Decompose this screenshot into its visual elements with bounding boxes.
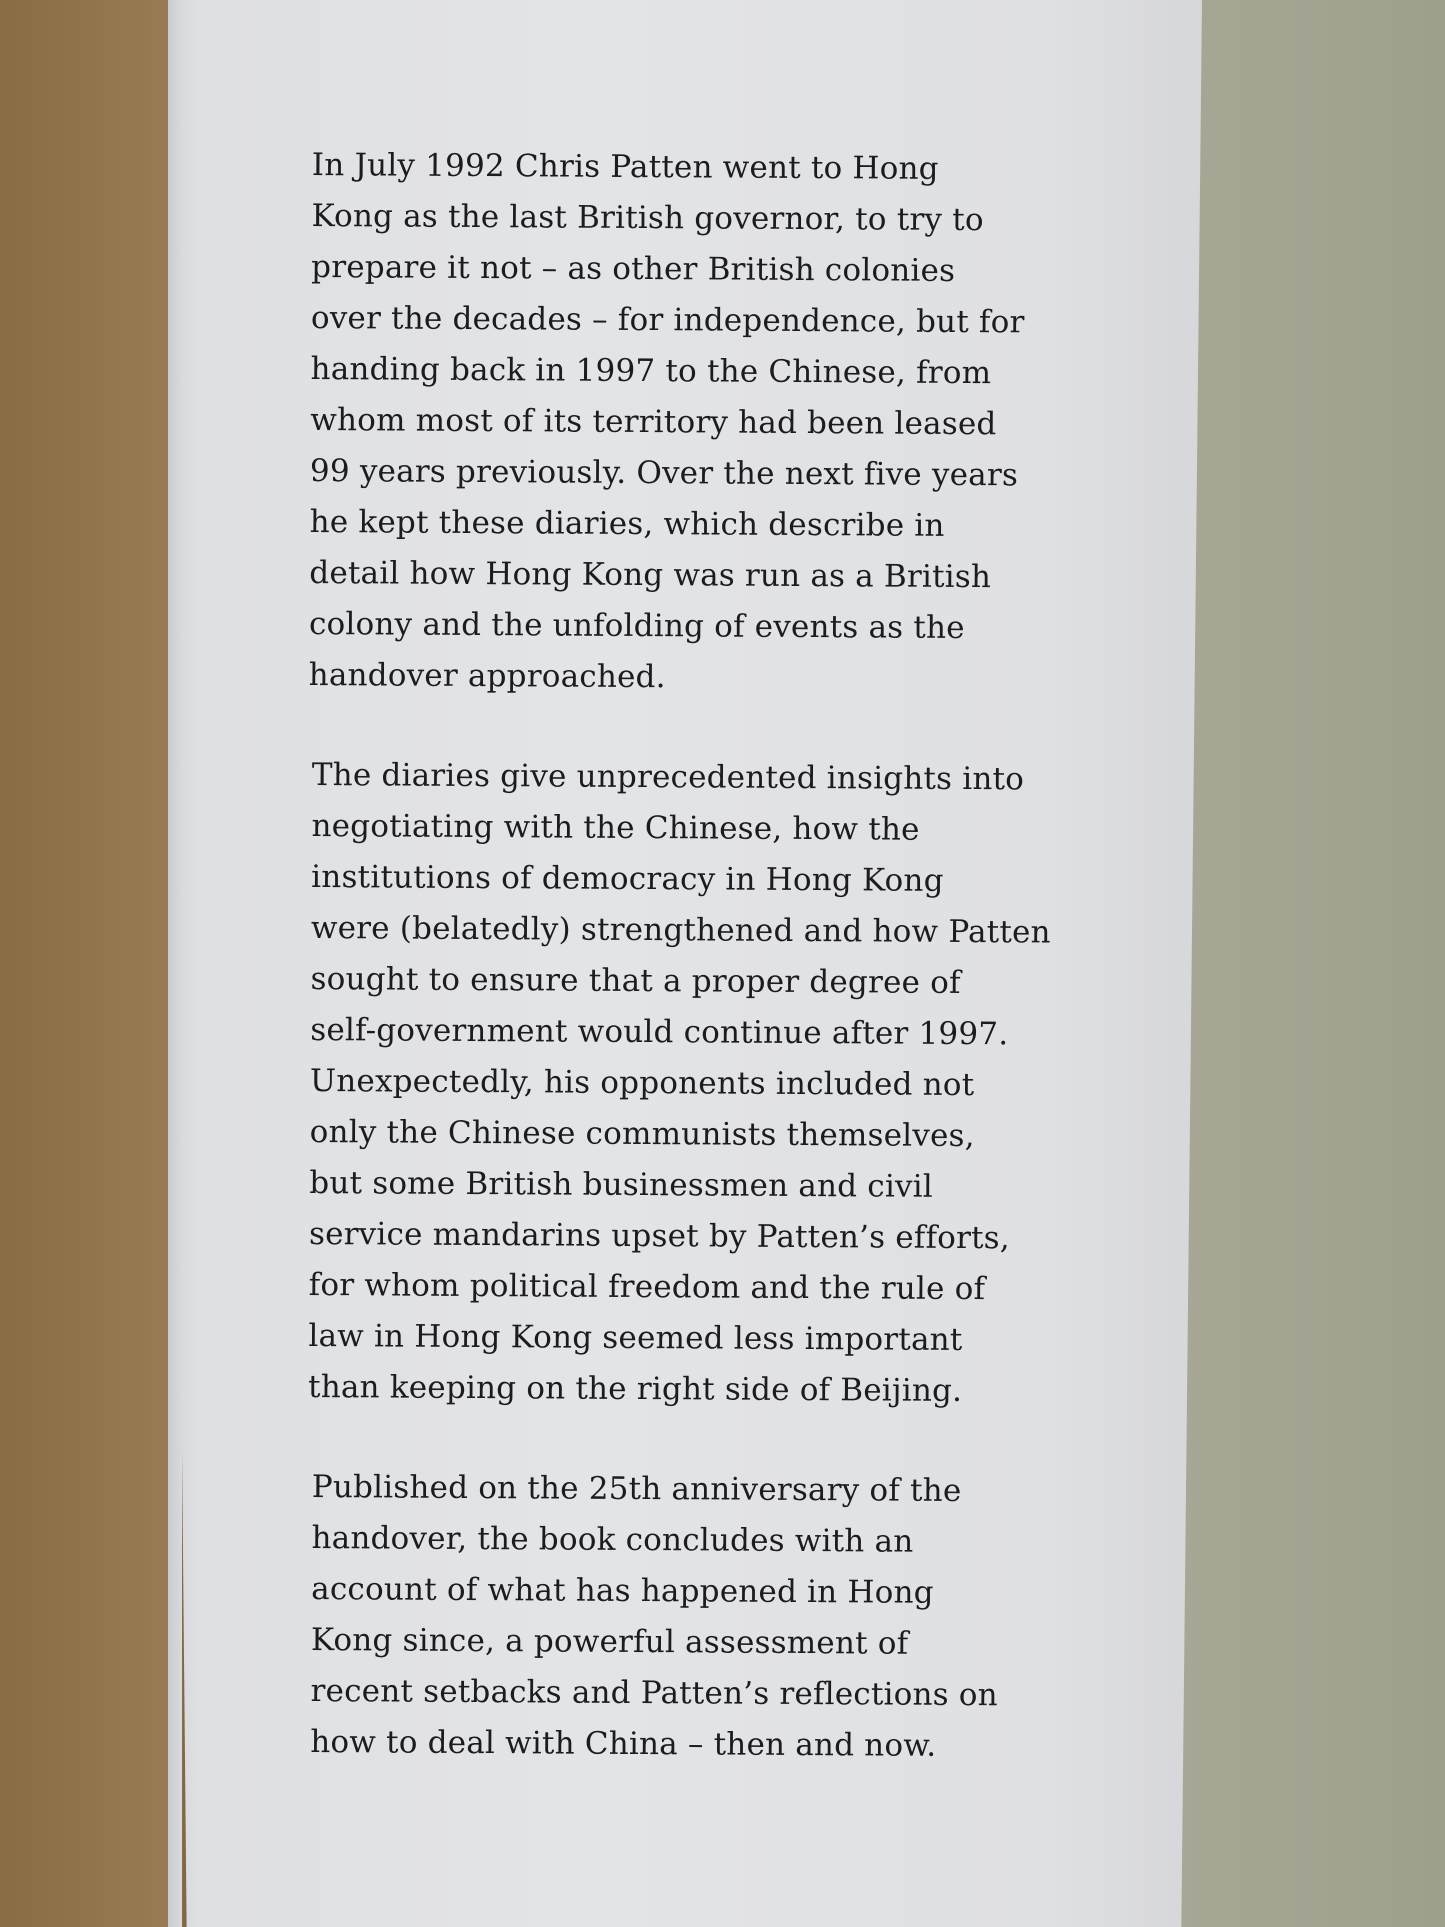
blurb-line: self-government would continue after 1997. (310, 1011, 1009, 1053)
blurb-line: colony and the unfolding of events as the (308, 605, 965, 646)
blurb-line: institutions of democracy in Hong Kong (311, 858, 944, 899)
blurb-paragraph-3 (310, 1462, 1092, 1773)
blurb-text (307, 140, 1092, 1817)
blurb-line: Published on the 25th anniversary of the (311, 1468, 962, 1509)
blurb-line: detail how Hong Kong was run as a British (309, 554, 992, 596)
blurb-line: Kong as the last British governor, to try to (311, 197, 984, 239)
blurb-line: Unexpectedly, his opponents included not (309, 1062, 975, 1104)
book-jacket-edge (168, 0, 182, 1927)
blurb-line: prepare it not – as other British colonies (311, 248, 956, 289)
blurb-line: for whom political freedom and the rule of (308, 1266, 986, 1308)
blurb-line: 99 years previously. Over the next five years (309, 452, 1019, 494)
blurb-line: than keeping on the right side of Beijing. (307, 1368, 963, 1409)
blurb-line: whom most of its territory had been leased (310, 401, 997, 443)
blurb-line: were (belatedly) strengthened and how Patten (310, 909, 1051, 951)
blurb-paragraph-1 (309, 140, 1092, 706)
blurb-line: negotiating with the Chinese, how the (311, 807, 920, 848)
blurb-line: Kong since, a powerful assessment of (310, 1621, 909, 1662)
blurb-line: handing back in 1997 to the Chinese, from (310, 350, 992, 392)
blurb-line: In July 1992 Chris Patten went to Hong (311, 146, 939, 187)
blurb-line: handover approached. (308, 656, 666, 696)
blurb-line: sought to ensure that a proper degree of (310, 960, 961, 1001)
blurb-line: account of what has happened in Hong (311, 1570, 934, 1611)
blurb-line: service mandarins upset by Patten’s efforts, (308, 1215, 1011, 1257)
blurb-line: over the decades – for independence, but for (310, 299, 1025, 341)
blurb-line: he kept these diaries, which describe in (309, 503, 945, 544)
blurb-line: but some British businessmen and civil (309, 1164, 934, 1205)
blurb-line: only the Chinese communists themselves, (309, 1113, 975, 1155)
blurb-line: law in Hong Kong seemed less important (308, 1317, 963, 1358)
blurb-line: how to deal with China – then and now. (310, 1723, 937, 1764)
blurb-line: handover, the book concludes with an (311, 1519, 914, 1560)
blurb-paragraph-2 (308, 750, 1092, 1418)
background-right-surface (1180, 0, 1445, 1927)
blurb-line: recent setbacks and Patten’s reflections on (310, 1672, 998, 1714)
blurb-line: The diaries give unprecedented insights into (311, 756, 1025, 798)
